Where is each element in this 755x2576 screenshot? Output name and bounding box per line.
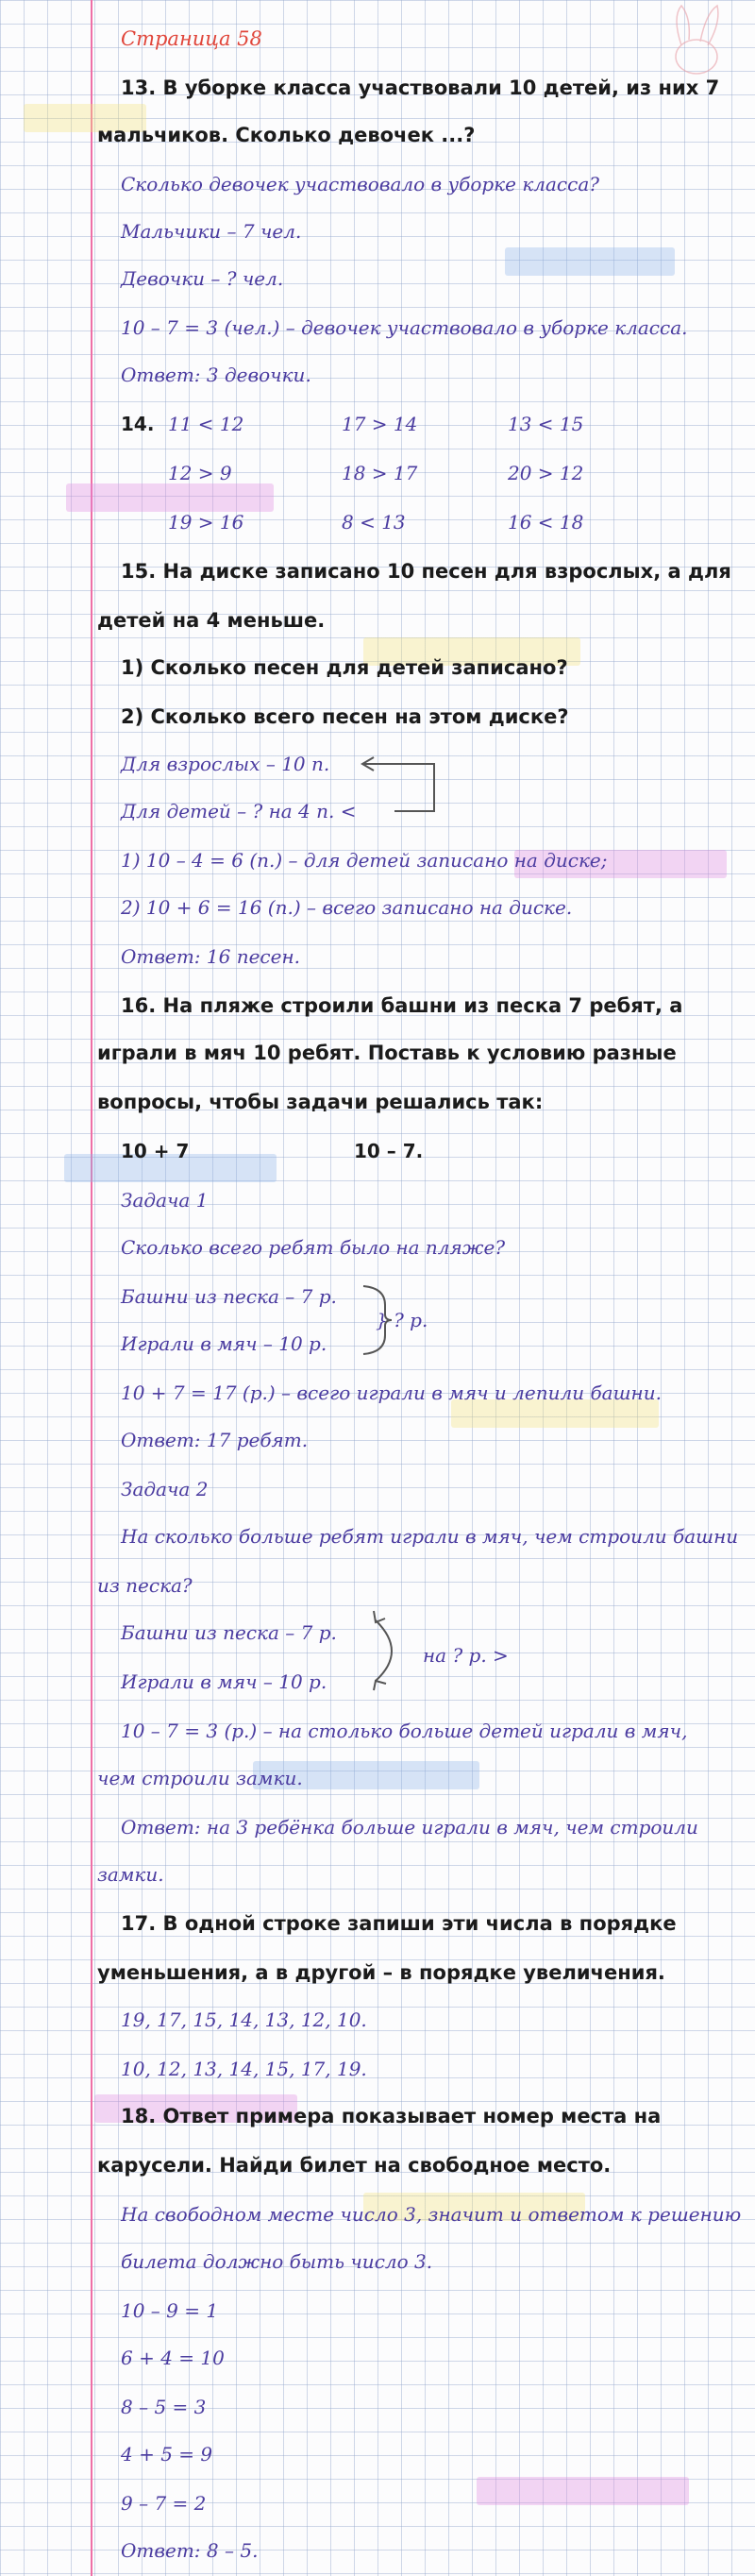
comparison-cell: 8 < 13 [342, 511, 406, 534]
task-13-line-2: мальчиков. Сколько девочек ...? [97, 124, 476, 146]
subtask-2-title: Задача 2 [121, 1478, 209, 1500]
page-title: Страница 58 [121, 27, 262, 50]
task-13-solution: 10 – 7 = 3 (чел.) – девочек участвовало в уборке класса. [121, 316, 688, 339]
task-15-condition-2: Для детей – ? на 4 п. < [121, 800, 357, 822]
task-18-line-2: карусели. Найди билет на свободное место. [97, 2154, 612, 2177]
subtask-2-condition-2: Играли в мяч – 10 р. [121, 1670, 327, 1693]
task-15-line-2: детей на 4 меньше. [97, 609, 326, 632]
curved-arrow-icon [376, 1620, 392, 1681]
task-15-question-1: 1) Сколько песен для детей записано? [121, 656, 568, 679]
task-15-text-1: На диске записано 10 песен для взрослых, а для [162, 560, 731, 583]
task-15-step-1: 1) 10 – 4 = 6 (п.) – для детей записано на диске; [121, 849, 608, 872]
task-17-number: 17. [121, 1912, 157, 1935]
comparison-cell: 16 < 18 [508, 511, 584, 534]
task-13-question: Сколько девочек участвовало в уборке класса? [121, 173, 599, 195]
task-15-number: 15. [121, 560, 157, 583]
task-17-text-1: В одной строке запиши эти числа в порядке [162, 1912, 677, 1935]
subtask-2-solution-1: 10 – 7 = 3 (р.) – на столько больше детей играли в мяч, [121, 1720, 688, 1742]
task-18-text-1: Ответ примера показывает номер места на [162, 2105, 662, 2127]
comparison-cell: 20 > 12 [508, 462, 584, 484]
subtask-1-brace-label: } ? р. [376, 1309, 428, 1331]
task-18-example: 4 + 5 = 9 [121, 2443, 213, 2466]
task-13-condition-2: Девочки – ? чел. [121, 267, 284, 290]
task-17-row-1: 19, 17, 15, 14, 13, 12, 10. [121, 2008, 367, 2031]
curly-brace-icon [363, 1286, 392, 1354]
task-13-text-1: В уборке класса участвовали 10 детей, из них 7 [162, 76, 720, 99]
task-16-expression-2: 10 – 7. [354, 1140, 424, 1162]
subtask-2-condition-1: Башни из песка – 7 р. [121, 1621, 337, 1644]
comparison-connector-line [363, 764, 434, 811]
subtask-1-answer: Ответ: 17 ребят. [121, 1429, 309, 1451]
task-18-answer: Ответ: 8 – 5. [121, 2539, 259, 2562]
task-18-number: 18. [121, 2105, 157, 2127]
task-16-number: 16. [121, 994, 157, 1017]
subtask-2-answer-2: замки. [97, 1863, 164, 1886]
task-18-example: 6 + 4 = 10 [121, 2347, 225, 2369]
task-16-line-3: вопросы, чтобы задачи решались так: [97, 1091, 544, 1113]
comparison-cell: 12 > 9 [168, 462, 232, 484]
subtask-1-condition-1: Башни из песка – 7 р. [121, 1285, 337, 1308]
task-14-number: 14. [121, 413, 155, 435]
subtask-2-solution-2: чем строили замки. [97, 1767, 303, 1789]
task-13-answer: Ответ: 3 девочки. [121, 364, 311, 386]
task-18-example: 8 – 5 = 3 [121, 2396, 207, 2418]
task-18-example: 10 – 9 = 1 [121, 2299, 219, 2322]
comparison-cell: 19 > 16 [168, 511, 244, 534]
arrow-head-icon [374, 1611, 385, 1622]
comparison-cell: 13 < 15 [508, 413, 584, 435]
subtask-2-question-1: На сколько больше ребят играли в мяч, чем строили башни [121, 1525, 739, 1548]
task-16-text-1: На пляже строили башни из песка 7 ребят, а [162, 994, 683, 1017]
subtask-2-answer-1: Ответ: на 3 ребёнка больше играли в мяч, чем строили [121, 1816, 698, 1839]
subtask-2-question-2: из песка? [97, 1574, 193, 1597]
task-15-condition-1: Для взрослых – 10 п. [121, 753, 330, 775]
task-16-expression-1: 10 + 7 [121, 1140, 190, 1162]
task-16-line-2: играли в мяч 10 ребят. Поставь к условию разные [97, 1042, 677, 1064]
task-15-question-2: 2) Сколько всего песен на этом диске? [121, 705, 569, 728]
arrow-head-icon [374, 1681, 386, 1690]
rabbit-logo-icon [676, 6, 718, 74]
subtask-2-side-label: на ? р. > [423, 1644, 509, 1667]
task-15-step-2: 2) 10 + 6 = 16 (п.) – всего записано на диске. [121, 896, 573, 919]
comparison-cell: 18 > 17 [342, 462, 418, 484]
task-18-example: 9 – 7 = 2 [121, 2492, 207, 2515]
subtask-1-title: Задача 1 [121, 1189, 209, 1212]
subtask-1-solution: 10 + 7 = 17 (р.) – всего играли в мяч и лепили башни. [121, 1381, 662, 1404]
task-17-row-2: 10, 12, 13, 14, 15, 17, 19. [121, 2058, 367, 2080]
subtask-1-condition-2: Играли в мяч – 10 р. [121, 1332, 327, 1355]
task-15-answer: Ответ: 16 песен. [121, 945, 300, 968]
task-18-reason-2: билета должно быть число 3. [121, 2250, 433, 2273]
comparison-cell: 11 < 12 [168, 413, 244, 435]
task-17-line-2: уменьшения, а в другой – в порядке увеличения. [97, 1961, 665, 1984]
task-13-condition-1: Мальчики – 7 чел. [121, 220, 302, 243]
task-18-reason-1: На свободном месте число 3, значит и ответом к решению [121, 2203, 742, 2226]
subtask-1-question: Сколько всего ребят было на пляже? [121, 1236, 506, 1259]
task-13-number: 13. [121, 76, 157, 99]
comparison-cell: 17 > 14 [342, 413, 418, 435]
